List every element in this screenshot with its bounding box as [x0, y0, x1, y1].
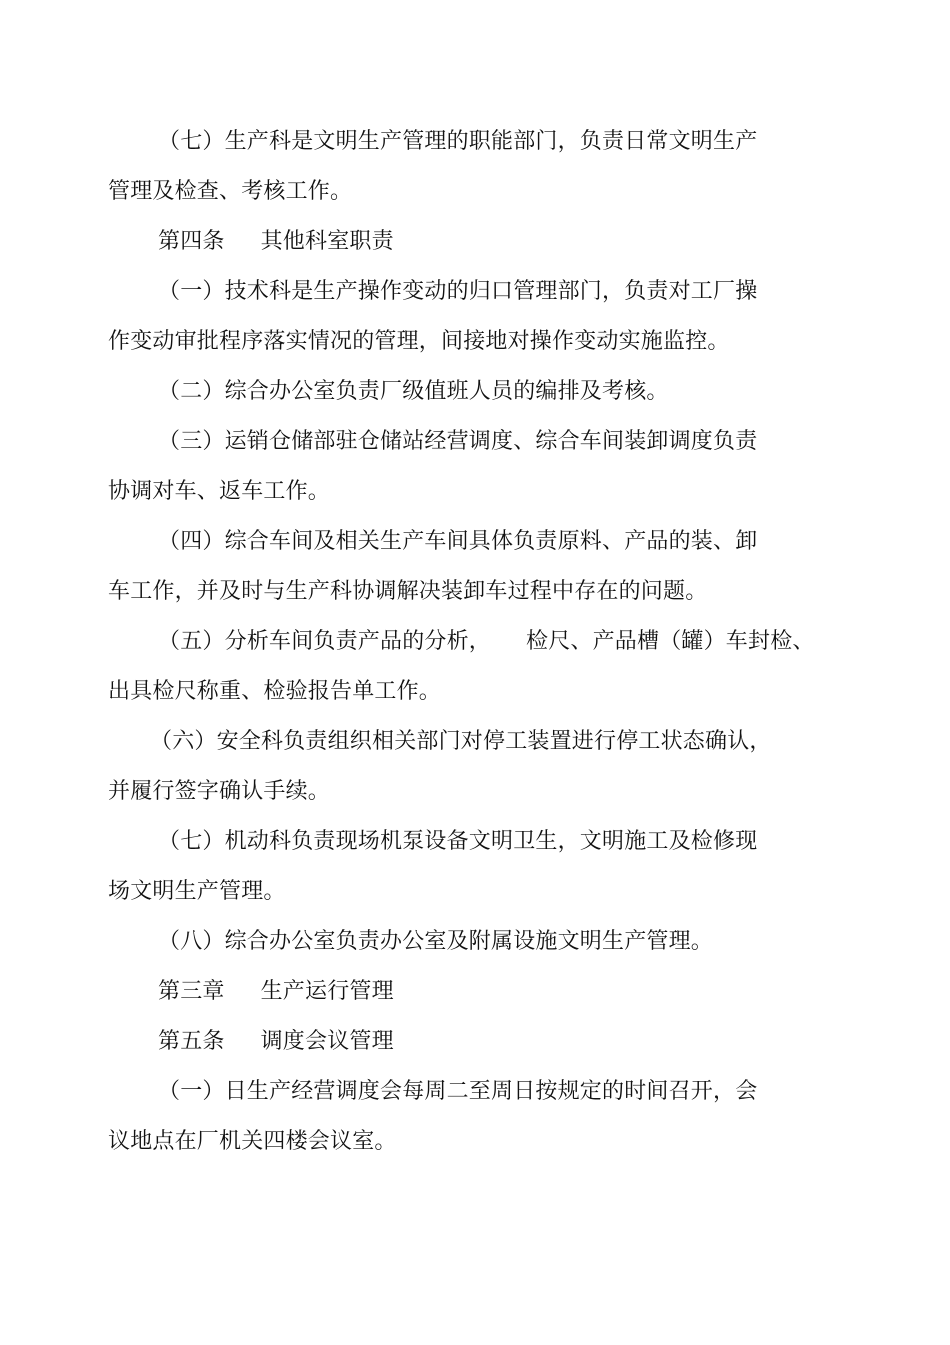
article-title: 调度会议管理 [260, 1029, 394, 1054]
paragraph-line: （三）运销仓储部驻仓储站经营调度、综合车间装卸调度负责 [158, 429, 758, 454]
paragraph-line: （八）综合办公室负责办公室及附属设施文明生产管理。 [158, 929, 714, 954]
paragraph-line: 并履行签字确认手续。 [108, 779, 331, 804]
paragraph-line: 出具检尺称重、检验报告单工作。 [108, 679, 442, 704]
article-title: 其他科室职责 [260, 229, 394, 254]
paragraph-line-continuation: 检尺、产品槽（罐）车封检、 [526, 629, 815, 654]
paragraph-line: 作变动审批程序落实情况的管理，间接地对操作变动实施监控。 [108, 329, 730, 354]
paragraph-line: （五）分析车间负责产品的分析， [158, 629, 492, 654]
chapter-title: 生产运行管理 [260, 979, 394, 1004]
paragraph-line: （二）综合办公室负责厂级值班人员的编排及考核。 [158, 379, 669, 404]
paragraph-line: 场文明生产管理。 [108, 879, 286, 904]
paragraph-line: 协调对车、返车工作。 [108, 479, 331, 504]
article-number: 第五条 [158, 1029, 225, 1054]
paragraph-line: （七）机动科负责现场机泵设备文明卫生，文明施工及检修现 [158, 829, 758, 854]
article-heading [158, 227, 394, 257]
article-number: 第四条 [158, 229, 225, 254]
chapter-heading [158, 977, 394, 1007]
article-heading [158, 1027, 394, 1057]
chapter-number: 第三章 [158, 979, 225, 1004]
paragraph-line: （七）生产科是文明生产管理的职能部门，负责日常文明生产 [158, 129, 758, 154]
paragraph-line: 议地点在厂机关四楼会议室。 [108, 1129, 397, 1154]
paragraph-line: （一）日生产经营调度会每周二至周日按规定的时间召开，会 [158, 1079, 758, 1104]
paragraph-line: 车工作，并及时与生产科协调解决装卸车过程中存在的问题。 [108, 579, 708, 604]
paragraph-line: 管理及检查、考核工作。 [108, 179, 353, 204]
paragraph-line: （一）技术科是生产操作变动的归口管理部门，负责对工厂操 [158, 279, 758, 304]
paragraph-line: （六）安全科负责组织相关部门对停工装置进行停工状态确认， [150, 729, 772, 754]
paragraph-line: （四）综合车间及相关生产车间具体负责原料、产品的装、卸 [158, 529, 758, 554]
